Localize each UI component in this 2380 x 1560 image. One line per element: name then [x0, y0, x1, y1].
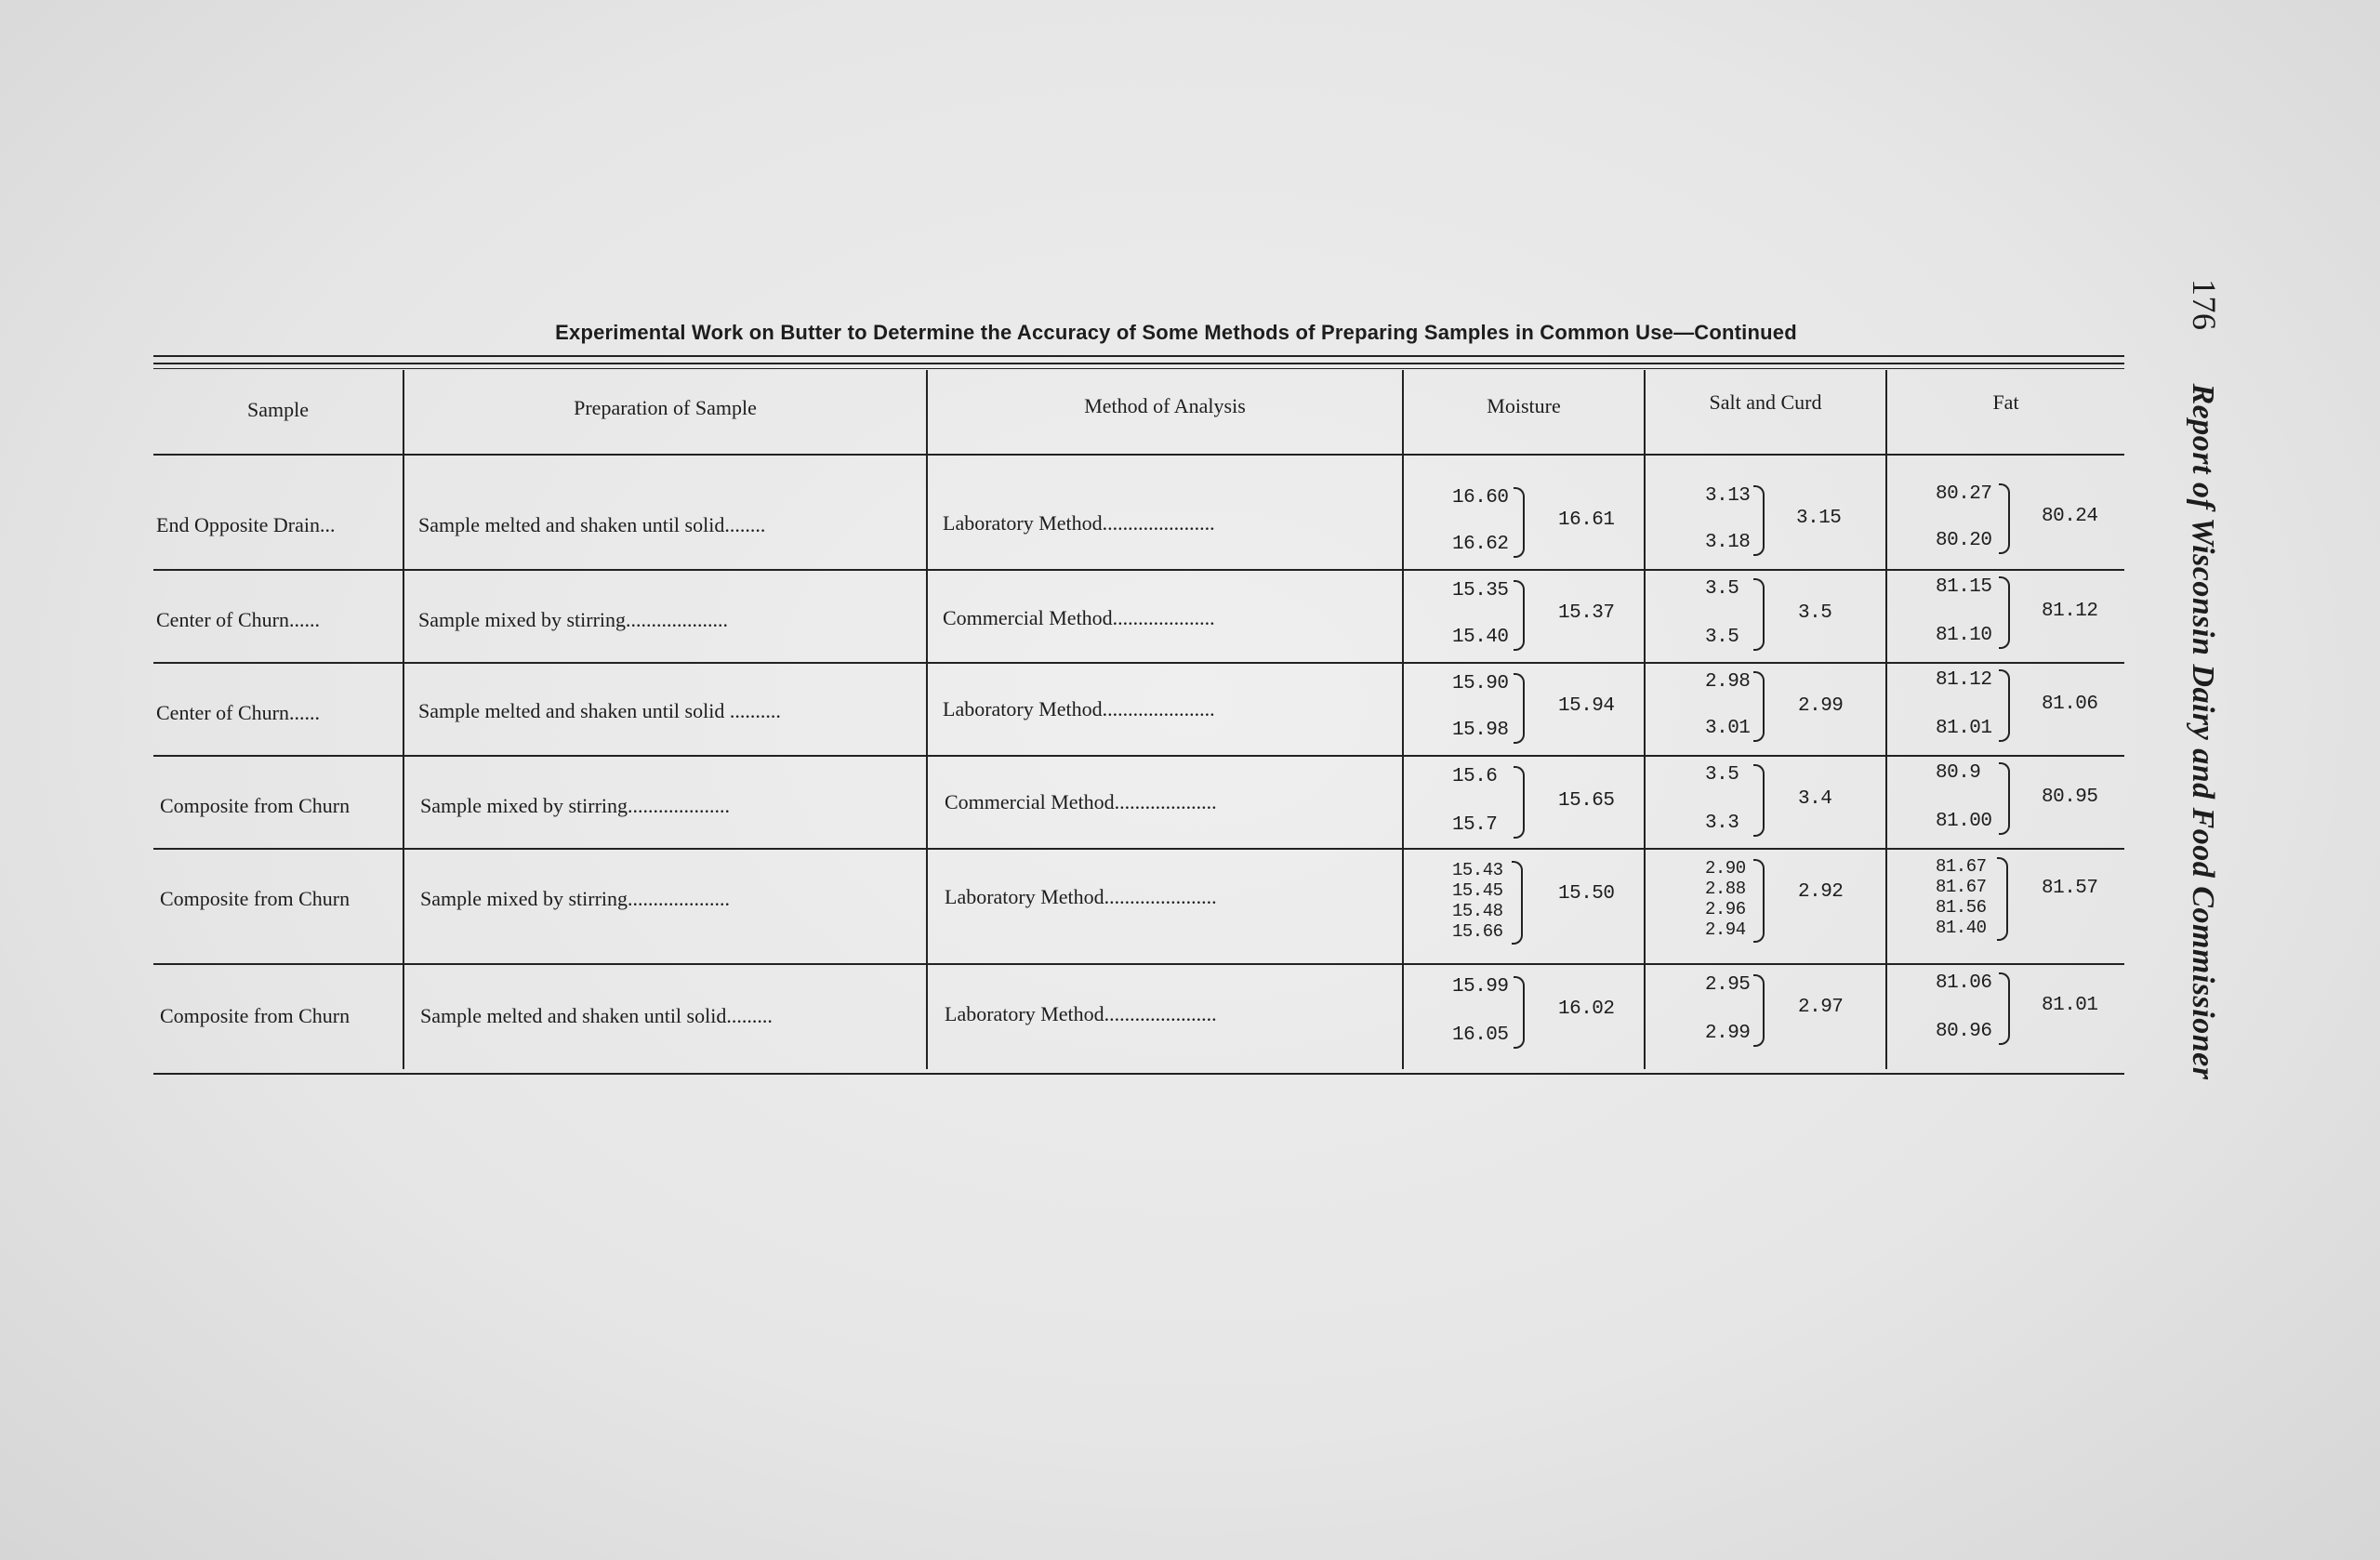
- fat-value: 81.12: [1936, 669, 1992, 691]
- fat-value: 81.40: [1936, 918, 1987, 938]
- table-title: Experimental Work on Butter to Determine the Accuracy of Some Methods of Preparing Samples in Common Use—Continued: [555, 321, 1797, 344]
- moisture-value: 15.40: [1452, 627, 1509, 648]
- salt-curd-value: 3.18: [1705, 532, 1751, 553]
- cell-preparation: Sample mixed by stirring....................: [418, 608, 729, 631]
- bottom-rule: [153, 1073, 2124, 1075]
- salt-curd-average: 2.99: [1798, 695, 1844, 717]
- brace: [1753, 671, 1765, 742]
- fat-average: 81.01: [2042, 995, 2098, 1016]
- salt-curd-value: 3.5: [1705, 627, 1739, 648]
- fat-value: 81.67: [1936, 856, 1987, 877]
- brace: [1999, 762, 2010, 835]
- cell-preparation: Sample mixed by stirring....................: [420, 887, 731, 910]
- fat-average: 80.24: [2042, 506, 2098, 527]
- brace: [1514, 673, 1525, 744]
- moisture-average: 15.65: [1558, 790, 1615, 812]
- moisture-average: 16.61: [1558, 509, 1615, 531]
- salt-curd-value: 2.95: [1705, 974, 1751, 996]
- brace: [1514, 580, 1525, 651]
- moisture-value: 15.35: [1452, 580, 1509, 602]
- row-rule: [153, 755, 2124, 757]
- moisture-value: 15.43: [1452, 860, 1503, 880]
- moisture-average: 16.02: [1558, 998, 1615, 1020]
- fat-value: 81.67: [1936, 877, 1987, 897]
- top-rule: [153, 355, 2124, 357]
- cell-preparation: Sample melted and shaken until solid.........: [420, 1004, 773, 1027]
- running-header: [2185, 279, 2224, 1079]
- fat-value: 81.00: [1936, 811, 1992, 832]
- salt-curd-value: 2.99: [1705, 1023, 1751, 1044]
- moisture-average: 15.37: [1558, 602, 1615, 624]
- moisture-value: 15.66: [1452, 921, 1503, 942]
- brace: [1753, 578, 1765, 651]
- salt-curd-value: 3.5: [1705, 764, 1739, 786]
- moisture-value: 15.99: [1452, 976, 1509, 998]
- salt-curd-average: 3.5: [1798, 602, 1832, 624]
- cell-sample: Center of Churn......: [156, 608, 320, 631]
- fat-value: 81.56: [1936, 897, 1987, 918]
- fat-average: 81.12: [2042, 601, 2098, 622]
- cell-method: Commercial Method....................: [945, 790, 1217, 813]
- header-fat: Fat: [1992, 390, 2019, 414]
- page-number: 176: [2186, 279, 2223, 331]
- moisture-value: 15.48: [1452, 901, 1503, 921]
- salt-curd-value: 3.5: [1705, 578, 1739, 600]
- moisture-value: 15.45: [1452, 880, 1503, 901]
- row-rule: [153, 662, 2124, 664]
- fat-value: 81.01: [1936, 718, 1992, 739]
- moisture-value: 15.7: [1452, 814, 1498, 836]
- moisture-value: 15.98: [1452, 720, 1509, 741]
- salt-curd-value: 3.13: [1705, 485, 1751, 507]
- salt-curd-value: 2.94: [1705, 919, 1746, 940]
- salt-curd-value: 3.3: [1705, 813, 1739, 834]
- fat-average: 80.95: [2042, 787, 2098, 808]
- cell-method: Commercial Method....................: [943, 606, 1215, 629]
- cell-preparation: Sample melted and shaken until solid ..........: [418, 699, 781, 722]
- moisture-value: 15.90: [1452, 673, 1509, 694]
- brace: [1999, 972, 2010, 1045]
- brace: [1514, 766, 1525, 839]
- cell-method: Laboratory Method......................: [945, 1002, 1217, 1025]
- fat-value: 80.27: [1936, 483, 1992, 505]
- salt-curd-value: 2.96: [1705, 899, 1746, 919]
- brace: [1753, 764, 1765, 837]
- cell-sample: Composite from Churn: [160, 794, 350, 817]
- row-rule: [153, 963, 2124, 965]
- brace: [1753, 859, 1765, 943]
- running-title: Report of Wisconsin Dairy and Food Commissioner: [2186, 383, 2220, 1080]
- brace: [1999, 576, 2010, 649]
- cell-method: Laboratory Method......................: [945, 885, 1217, 908]
- top-rule: [153, 368, 2124, 369]
- salt-curd-value: 3.01: [1705, 718, 1751, 739]
- brace: [1512, 861, 1523, 945]
- moisture-average: 15.94: [1558, 695, 1615, 717]
- cell-sample: Composite from Churn: [160, 1004, 350, 1027]
- header-preparation: Preparation of Sample: [574, 396, 757, 419]
- salt-curd-value: 2.98: [1705, 671, 1751, 693]
- top-rule: [153, 363, 2124, 364]
- cell-preparation: Sample mixed by stirring....................: [420, 794, 731, 817]
- moisture-value: 16.60: [1452, 487, 1509, 509]
- fat-value: 81.06: [1936, 972, 1992, 994]
- brace: [1999, 483, 2010, 554]
- header-moisture: Moisture: [1487, 394, 1561, 417]
- salt-curd-average: 3.4: [1798, 788, 1832, 810]
- cell-method: Laboratory Method......................: [943, 697, 1215, 721]
- moisture-value: 16.62: [1452, 534, 1509, 555]
- moisture-value: 15.6: [1452, 766, 1498, 787]
- cell-sample: Center of Churn......: [156, 701, 320, 724]
- fat-average: 81.06: [2042, 694, 2098, 715]
- cell-method: Laboratory Method......................: [943, 511, 1215, 535]
- brace: [1997, 857, 2008, 941]
- fat-value: 80.96: [1936, 1021, 1992, 1042]
- brace: [1753, 485, 1765, 556]
- moisture-average: 15.50: [1558, 883, 1615, 905]
- cell-sample: End Opposite Drain...: [156, 513, 336, 536]
- header-method: Method of Analysis: [1084, 394, 1246, 417]
- brace: [1514, 487, 1525, 558]
- fat-value: 81.15: [1936, 576, 1992, 598]
- row-rule: [153, 848, 2124, 850]
- header-rule: [153, 454, 2124, 456]
- salt-curd-value: 2.90: [1705, 858, 1746, 879]
- cell-sample: Composite from Churn: [160, 887, 350, 910]
- moisture-value: 16.05: [1452, 1025, 1509, 1046]
- fat-average: 81.57: [2042, 878, 2098, 899]
- salt-curd-average: 2.97: [1798, 997, 1844, 1018]
- salt-curd-average: 3.15: [1796, 508, 1842, 529]
- salt-curd-average: 2.92: [1798, 881, 1844, 903]
- row-rule: [153, 569, 2124, 571]
- brace: [1999, 669, 2010, 742]
- fat-value: 80.9: [1936, 762, 1981, 784]
- fat-value: 80.20: [1936, 530, 1992, 551]
- salt-curd-value: 2.88: [1705, 879, 1746, 899]
- brace: [1753, 974, 1765, 1047]
- fat-value: 81.10: [1936, 625, 1992, 646]
- cell-preparation: Sample melted and shaken until solid........: [418, 513, 766, 536]
- brace: [1514, 976, 1525, 1049]
- header-salt-curd: Salt and Curd: [1709, 390, 1822, 414]
- header-sample: Sample: [247, 398, 309, 421]
